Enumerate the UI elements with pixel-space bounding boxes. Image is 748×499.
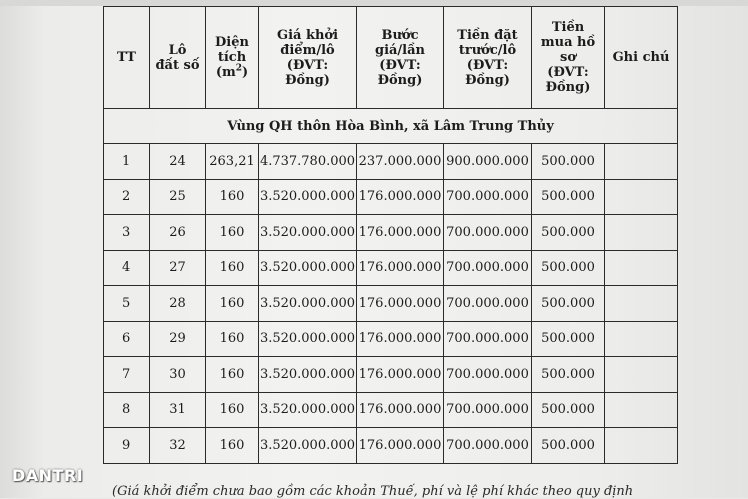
cell-start-price: 3.520.000.000 bbox=[259, 428, 357, 464]
header-dossier-line1: Tiền bbox=[551, 20, 585, 35]
cell-note bbox=[605, 144, 678, 180]
header-dossier-line2: mua hồ bbox=[540, 35, 596, 50]
cell-lot: 24 bbox=[150, 144, 206, 180]
header-lot-line1: Lô bbox=[168, 42, 187, 58]
cell-note bbox=[605, 179, 678, 215]
cell-dossier: 500.000 bbox=[532, 250, 605, 286]
cell-area: 160 bbox=[206, 357, 259, 393]
cell-deposit: 700.000.000 bbox=[444, 215, 532, 251]
dantri-watermark: DANTRI bbox=[12, 466, 84, 485]
cell-tt: 9 bbox=[104, 428, 150, 464]
cell-lot: 28 bbox=[150, 286, 206, 322]
cell-dossier: 500.000 bbox=[532, 144, 605, 180]
cell-start-price: 3.520.000.000 bbox=[259, 392, 357, 428]
cell-start-price: 3.520.000.000 bbox=[259, 179, 357, 215]
cell-area: 160 bbox=[206, 179, 259, 215]
cell-dossier: 500.000 bbox=[532, 286, 605, 322]
footnote: (Giá khởi điểm chưa bao gồm các khoản Thuế, phí và lệ phí khác theo quy định bbox=[112, 484, 634, 499]
cell-tt: 4 bbox=[104, 250, 150, 286]
header-area-line1: Diện bbox=[215, 35, 249, 50]
cell-deposit: 700.000.000 bbox=[444, 286, 532, 322]
header-dossier-line4: (ĐVT: bbox=[547, 65, 589, 80]
header-start-price-line2: điểm/lô bbox=[280, 42, 335, 58]
cell-start-price: 3.520.000.000 bbox=[259, 357, 357, 393]
cell-area: 160 bbox=[206, 321, 259, 357]
header-step-line3: (ĐVT: bbox=[379, 57, 421, 73]
cell-deposit: 900.000.000 bbox=[444, 144, 532, 180]
header-step-line2: giá/lần bbox=[374, 42, 425, 58]
group-row bbox=[104, 109, 678, 144]
table-row bbox=[104, 144, 678, 180]
group-title: Vùng QH thôn Hòa Bình, xã Lâm Trung Thủy bbox=[104, 109, 678, 144]
cell-lot: 30 bbox=[150, 357, 206, 393]
cell-note bbox=[605, 215, 678, 251]
cell-area: 160 bbox=[206, 286, 259, 322]
header-tt: TT bbox=[104, 7, 150, 109]
header-lot-line2: đất số bbox=[155, 57, 200, 73]
cell-note bbox=[605, 357, 678, 393]
cell-step: 176.000.000 bbox=[357, 321, 444, 357]
header-deposit-line4: Đồng) bbox=[465, 72, 510, 88]
cell-start-price: 3.520.000.000 bbox=[259, 321, 357, 357]
header-area bbox=[206, 7, 259, 109]
header-dossier-line5: Đồng) bbox=[545, 80, 591, 95]
cell-deposit: 700.000.000 bbox=[444, 357, 532, 393]
header-area-line2: tích bbox=[217, 50, 247, 65]
cell-start-price: 3.520.000.000 bbox=[259, 215, 357, 251]
cell-note bbox=[605, 428, 678, 464]
cell-start-price: 4.737.780.000 bbox=[259, 144, 357, 180]
table-row bbox=[104, 179, 678, 215]
cell-area: 160 bbox=[206, 250, 259, 286]
header-note: Ghi chú bbox=[605, 7, 678, 109]
cell-tt: 3 bbox=[104, 215, 150, 251]
cell-dossier: 500.000 bbox=[532, 392, 605, 428]
header-step bbox=[357, 7, 444, 109]
cell-lot: 26 bbox=[150, 215, 206, 251]
header-deposit-line3: (ĐVT: bbox=[466, 57, 509, 73]
cell-note bbox=[605, 392, 678, 428]
cell-deposit: 700.000.000 bbox=[444, 428, 532, 464]
header-dossier bbox=[532, 7, 605, 109]
cell-deposit: 700.000.000 bbox=[444, 392, 532, 428]
cell-note bbox=[605, 250, 678, 286]
header-start-price-line3: (ĐVT: bbox=[286, 57, 329, 73]
cell-lot: 27 bbox=[150, 250, 206, 286]
table-row bbox=[104, 215, 678, 251]
table-row bbox=[104, 357, 678, 393]
cell-step: 176.000.000 bbox=[357, 357, 444, 393]
cell-lot: 25 bbox=[150, 179, 206, 215]
cell-dossier: 500.000 bbox=[532, 215, 605, 251]
cell-deposit: 700.000.000 bbox=[444, 250, 532, 286]
cell-area: 160 bbox=[206, 215, 259, 251]
cell-step: 176.000.000 bbox=[357, 428, 444, 464]
cell-start-price: 3.520.000.000 bbox=[259, 250, 357, 286]
cell-dossier: 500.000 bbox=[532, 179, 605, 215]
header-step-line1: Bước bbox=[381, 27, 419, 43]
cell-lot: 32 bbox=[150, 428, 206, 464]
header-step-line4: Đồng) bbox=[377, 72, 423, 88]
cell-tt: 7 bbox=[104, 357, 150, 393]
table-row bbox=[104, 286, 678, 322]
cell-tt: 2 bbox=[104, 179, 150, 215]
cell-deposit: 700.000.000 bbox=[444, 321, 532, 357]
header-deposit-line1: Tiền đặt bbox=[457, 27, 518, 43]
cell-start-price: 3.520.000.000 bbox=[259, 286, 357, 322]
cell-step: 237.000.000 bbox=[357, 144, 444, 180]
cell-dossier: 500.000 bbox=[532, 428, 605, 464]
table-row bbox=[104, 428, 678, 464]
cell-tt: 6 bbox=[104, 321, 150, 357]
cell-tt: 5 bbox=[104, 286, 150, 322]
cell-deposit: 700.000.000 bbox=[444, 179, 532, 215]
cell-step: 176.000.000 bbox=[357, 286, 444, 322]
cell-step: 176.000.000 bbox=[357, 392, 444, 428]
cell-tt: 1 bbox=[104, 144, 150, 180]
header-deposit-line2: trước/lô bbox=[458, 42, 517, 58]
cell-area: 160 bbox=[206, 428, 259, 464]
cell-note bbox=[605, 321, 678, 357]
cell-note bbox=[605, 286, 678, 322]
header-lot bbox=[150, 7, 206, 109]
cell-dossier: 500.000 bbox=[532, 321, 605, 357]
table-row bbox=[104, 321, 678, 357]
cell-lot: 31 bbox=[150, 392, 206, 428]
cell-area: 160 bbox=[206, 392, 259, 428]
header-start-price bbox=[259, 7, 357, 109]
header-start-price-line1: Giá khởi bbox=[276, 27, 339, 43]
cell-lot: 29 bbox=[150, 321, 206, 357]
cell-dossier: 500.000 bbox=[532, 357, 605, 393]
table-row bbox=[104, 250, 678, 286]
cell-step: 176.000.000 bbox=[357, 179, 444, 215]
table-header-row bbox=[104, 7, 678, 109]
header-dossier-line3: sơ bbox=[560, 50, 576, 65]
cell-step: 176.000.000 bbox=[357, 215, 444, 251]
cell-tt: 8 bbox=[104, 392, 150, 428]
cell-step: 176.000.000 bbox=[357, 250, 444, 286]
cell-area: 263,21 bbox=[206, 144, 259, 180]
table-row bbox=[104, 392, 678, 428]
header-area-line3: $(m^2)$ bbox=[215, 63, 249, 80]
header-start-price-line4: Đồng) bbox=[285, 72, 330, 88]
auction-price-table bbox=[103, 6, 678, 464]
header-deposit bbox=[444, 7, 532, 109]
